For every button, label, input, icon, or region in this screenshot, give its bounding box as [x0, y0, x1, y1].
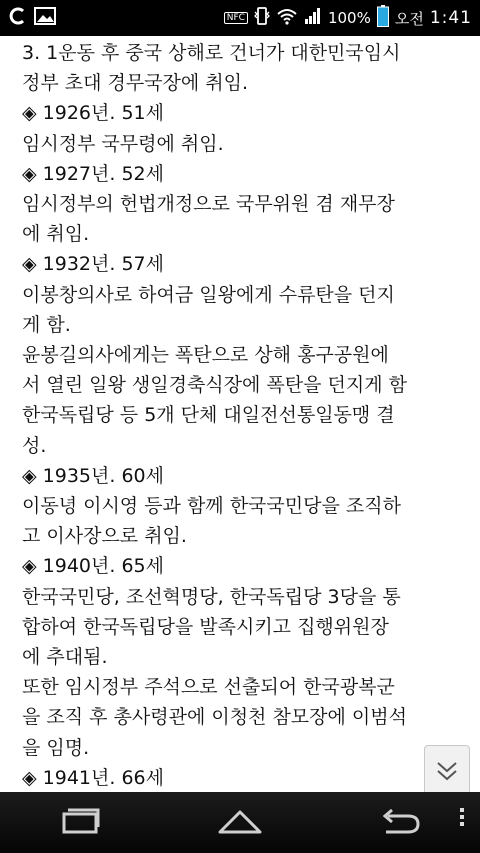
- text-line: 게 함.: [22, 313, 71, 336]
- nfc-icon: NFC: [224, 12, 248, 24]
- battery-percent: 100%: [327, 9, 371, 27]
- double-chevron-down-icon: [434, 758, 460, 788]
- status-bar-left: [8, 6, 56, 30]
- text-line: 을 조직 후 총사령관에 이청천 참모장에 이범석: [22, 706, 407, 729]
- text-line: 임시정부 국무령에 취임.: [22, 132, 224, 155]
- text-line: 임시정부의 헌법개정으로 국무위원 겸 재무장: [22, 193, 395, 216]
- text-line: 정부 초대 경무국장에 취임.: [22, 72, 249, 95]
- text-line: 또한 임시정부 주석으로 선출되어 한국광복군: [22, 676, 395, 699]
- text-line: 합하여 한국독립당을 발족시키고 집행위원장: [22, 615, 389, 638]
- text-line: 3. 1운동 후 중국 상해로 건너가 대한민국임시: [22, 42, 401, 64]
- text-line: 고 이사장으로 취임.: [22, 525, 187, 548]
- signal-icon: [304, 7, 322, 29]
- navigation-bar: [0, 792, 480, 853]
- text-line: 에 취임.: [22, 223, 90, 246]
- status-bar-right: [224, 5, 472, 31]
- overflow-menu-icon[interactable]: [460, 808, 464, 826]
- document-body[interactable]: [0, 36, 480, 792]
- wifi-icon: [276, 7, 298, 29]
- year-heading: ◈ 1941년. 66세: [22, 766, 164, 789]
- back-button[interactable]: [360, 798, 440, 848]
- gallery-image-icon: [34, 7, 56, 29]
- year-heading: ◈ 1927년. 52세: [22, 162, 164, 185]
- text-line: 윤봉길의사에게는 폭탄으로 상해 홍구공원에: [22, 344, 389, 367]
- carrier-c-icon: [8, 6, 26, 30]
- text-line: 서 열린 일왕 생일경축식장에 폭탄을 던지게 함: [22, 374, 407, 397]
- text-line: 이동녕 이시영 등과 함께 한국국민당을 조직하: [22, 495, 401, 518]
- text-line: 성.: [22, 434, 47, 457]
- clock-time: 1:41: [429, 8, 472, 28]
- vibrate-icon: [254, 6, 270, 30]
- text-line: 이봉창의사로 하여금 일왕에게 수류탄을 던지: [22, 283, 395, 306]
- year-heading: ◈ 1926년. 51세: [22, 102, 164, 125]
- year-heading: ◈ 1940년. 65세: [22, 555, 164, 578]
- text-line: 한국독립당 등 5개 단체 대일전선통일동맹 결: [22, 404, 395, 427]
- clock-ampm: 오전: [394, 9, 424, 28]
- text-line: 을 임명.: [22, 736, 90, 759]
- year-heading: ◈ 1935년. 60세: [22, 464, 164, 487]
- home-button[interactable]: [200, 798, 280, 848]
- battery-icon: [377, 5, 389, 31]
- back-icon: [378, 806, 422, 840]
- text-line: 에 추대됨.: [22, 646, 108, 669]
- status-bar: [0, 0, 480, 36]
- text-line: 한국국민당, 조선혁명당, 한국독립당 3당을 통: [22, 585, 401, 608]
- recent-apps-button[interactable]: [40, 798, 120, 848]
- year-heading: ◈ 1932년. 57세: [22, 253, 164, 276]
- recent-apps-icon: [58, 807, 102, 839]
- home-icon: [216, 806, 264, 840]
